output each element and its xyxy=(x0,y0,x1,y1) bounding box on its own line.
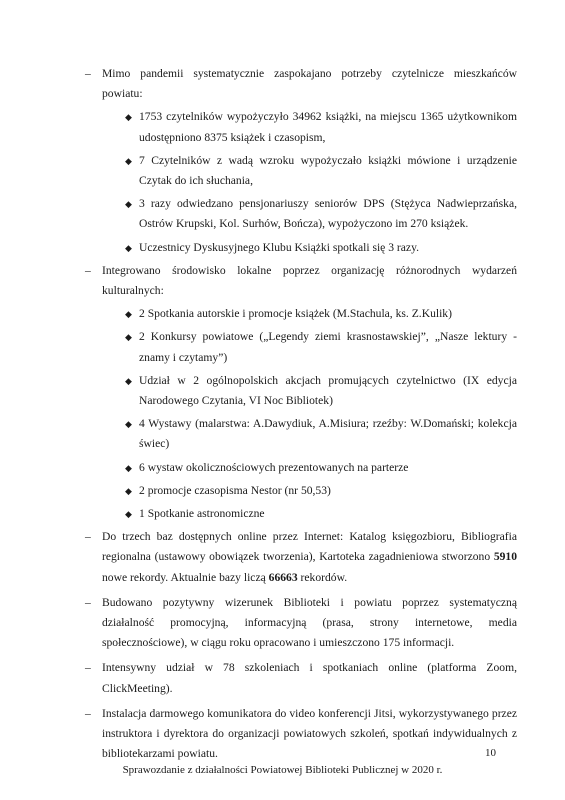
document-body xyxy=(85,64,517,765)
item-text-part: rekordów. xyxy=(297,570,348,584)
sub-item-text: 2 Spotkania autorskie i promocje książek (M.Stachula, ks. Z.Kulik) xyxy=(139,307,452,321)
list-item xyxy=(85,704,517,765)
diamond-bullet-icon: ◆ xyxy=(125,419,132,430)
item-text: Intensywny udział w 78 szkoleniach i spotkaniach online (platforma Zoom, ClickMeeting). xyxy=(102,661,517,695)
sub-item-text: Uczestnicy Dyskusyjnego Klubu Książki spotkali się 3 razy. xyxy=(139,240,420,254)
diamond-bullet-icon: ◆ xyxy=(125,462,132,473)
item-text-part: nowe rekordy. Aktualnie bazy liczą xyxy=(102,570,269,584)
sub-list-item xyxy=(102,458,517,478)
sub-item-text: 2 Konkursy powiatowe („Legendy ziemi krasnostawskiej”, „Nasze lektury - znamy i czytamy”) xyxy=(139,330,517,364)
page-number: 10 xyxy=(485,747,496,759)
sub-item-text: 6 wystaw okolicznościowych prezentowanych na parterze xyxy=(139,460,409,474)
sub-item-text: 1 Spotkanie astronomiczne xyxy=(139,507,265,521)
total-records-count: 66663 xyxy=(268,570,298,584)
item-text xyxy=(102,527,517,588)
diamond-bullet-icon: ◆ xyxy=(125,509,132,520)
dash-marker: – xyxy=(85,661,91,675)
sub-item-text: 4 Wystawy (malarstwa: A.Dawydiuk, A.Misiura; rzeźby: W.Domański; kolekcja świec) xyxy=(139,417,517,451)
diamond-bullet-icon: ◆ xyxy=(125,485,132,496)
page-footer: Sprawozdanie z działalności Powiatowej Biblioteki Publicznej w 2020 r. xyxy=(122,764,443,776)
sub-list-item xyxy=(102,151,517,191)
sub-item-text: 1753 czytelników wypożyczyło 34962 książki, na miejscu 1365 użytkownikom udostępniono 8375 książek i czasopism, xyxy=(139,110,517,144)
diamond-bullet-icon: ◆ xyxy=(125,242,132,253)
sub-list-item xyxy=(102,414,517,454)
diamond-bullet-icon: ◆ xyxy=(125,375,132,386)
sub-list-item xyxy=(102,481,517,501)
sub-item-text: Udział w 2 ogólnopolskich akcjach promujących czytelnictwo (IX edycja Narodowego Czytania, VI Noc Bibliotek) xyxy=(139,373,517,408)
item-text: Mimo pandemii systematycznie zaspokajano potrzeby czytelnicze mieszkańców powiatu: xyxy=(102,67,517,101)
sub-list-item xyxy=(102,371,517,411)
diamond-bullet-icon: ◆ xyxy=(125,155,132,166)
list-item xyxy=(85,64,517,258)
sub-list-item xyxy=(102,504,517,524)
dash-marker: – xyxy=(85,595,91,609)
diamond-bullet-icon: ◆ xyxy=(125,332,132,343)
list-item xyxy=(85,261,517,524)
sub-list-item xyxy=(102,194,517,234)
dash-marker: – xyxy=(85,530,91,544)
dash-marker: – xyxy=(85,706,91,720)
list-item xyxy=(85,658,517,698)
item-text-part: Do trzech baz dostępnych online przez Internet: Katalog księgozbioru, Bibliografia regionalna (ustawowy obowiązek tworzenia), Kartoteka zagadnieniowa stworzono xyxy=(102,530,517,564)
diamond-bullet-icon: ◆ xyxy=(125,309,132,320)
sub-list-item xyxy=(102,238,517,258)
sub-item-text: 2 promocje czasopisma Nestor (nr 50,53) xyxy=(139,483,331,497)
dash-marker: – xyxy=(85,263,91,277)
diamond-bullet-icon: ◆ xyxy=(125,199,132,210)
list-item xyxy=(85,527,517,588)
item-text: Integrowano środowisko lokalne poprzez organizację różnorodnych wydarzeń kulturalnych: xyxy=(102,263,517,298)
diamond-bullet-icon: ◆ xyxy=(125,112,132,123)
sub-item-text: 7 Czytelników z wadą wzroku wypożyczało książki mówione i urządzenie Czytak do ich słuchania, xyxy=(139,153,517,188)
new-records-count: 5910 xyxy=(493,550,517,564)
sub-list-item xyxy=(102,304,517,324)
sub-list-item xyxy=(102,327,517,367)
sub-list-item xyxy=(102,107,517,147)
sub-item-text: 3 razy odwiedzano pensjonariuszy seniorów DPS (Stężyca Nadwieprzańska, Ostrów Krupski, Kol. Surhów, Bończa), wypożyczono im 270 książek. xyxy=(139,197,517,231)
list-item xyxy=(85,593,517,654)
dash-marker: – xyxy=(85,67,91,80)
item-text: Budowano pozytywny wizerunek Biblioteki i powiatu poprzez systematyczną działalność promocyjną, informacyjną (prasa, strony internetowe, media społecznościowe), w ciągu roku opracowano i umieszczono 175 informacji. xyxy=(102,595,517,650)
item-text: Instalacja darmowego komunikatora do video konferencji Jitsi, wykorzystywanego przez instruktora i dyrektora do organizacji powiatowych szkoleń, spotkań indywidualnych z bibliotekarzami powiatu. xyxy=(102,706,517,761)
